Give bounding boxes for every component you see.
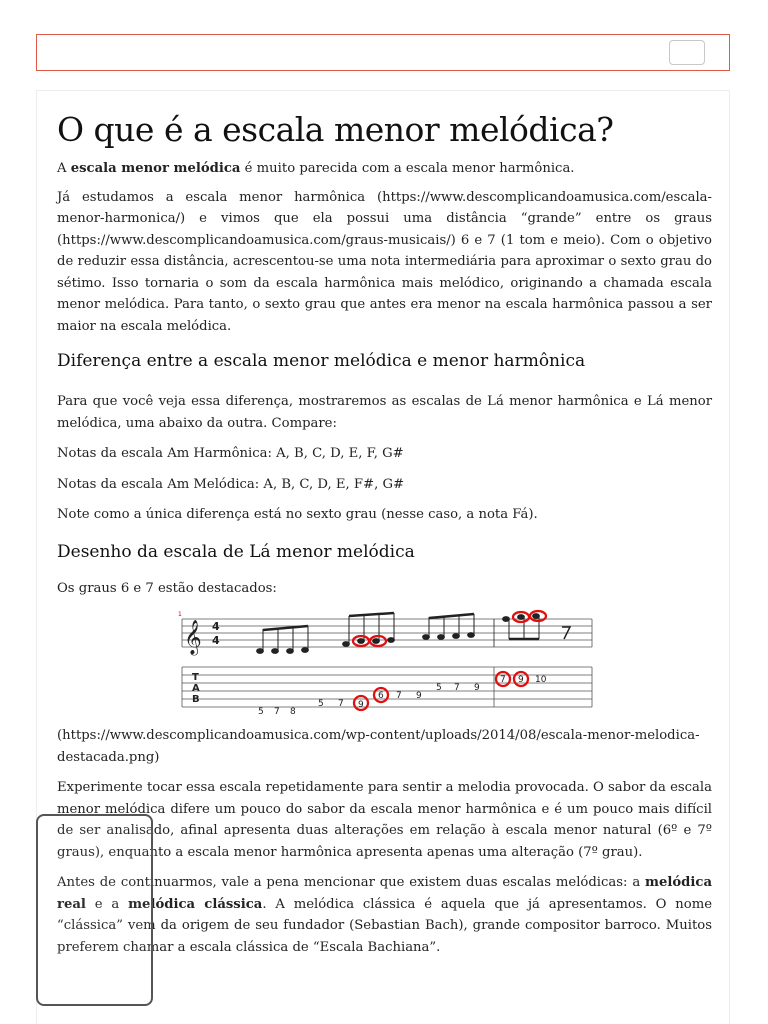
menu-button[interactable] [669, 40, 705, 65]
melodic-types-text: . A melódica clássica é aquela que já apresentamos. O nome “clássica” vem da origem de seu fundador (Sebastian Bach), grande compositor barroco. Muitos preferem chamar a escala clássica de “Escala Bachiana”. [57, 896, 713, 955]
fret-number: 9 [518, 675, 524, 685]
fret-number: 5 [318, 699, 324, 709]
intro-text-rest: é muito parecida com a escala menor harmônica. [240, 161, 575, 176]
top-bar [36, 34, 730, 71]
tab-lines [182, 667, 592, 707]
time-sig-top: 4 [212, 620, 220, 633]
paragraph-experiment: Experimente tocar essa escala repetidamente para sentir a melodia provocada. O sabor da escala menor melódica difere um pouco do sabor da escala menor harmônica e é um pouco mais difícil de ser analisado, afinal apresenta duas alterações em relação à escala menor natural (6º e 7º graus), enquanto a escala menor harmônica apresenta apenas uma alteração (7º grau). [57, 780, 712, 860]
melodic-types-text: Antes de continuarmos, vale a pena mencionar que existem duas escalas melódicas: a [57, 875, 646, 890]
paragraph-melodic-types [57, 872, 712, 958]
fret-numbers [258, 675, 547, 717]
bold-melodica-classica: melódica clássica [128, 896, 263, 912]
fret-number: 7 [396, 691, 402, 701]
tab-clef-t: T [192, 672, 199, 683]
tablature-svg [178, 609, 596, 717]
fret-number: 6 [378, 691, 384, 701]
paragraph-degrees: Os graus 6 e 7 estão destacados: [57, 580, 277, 596]
paragraph-harmonic-history: Já estudamos a escala menor harmônica (https://www.descomplicandoamusica.com/escala-menor-harmonica/) e vimos que ela possui uma distância “grande” entre os graus (https://www.descomplicandoamusica.com/graus-musicais/) 6 e 7 (1 tom e meio). Com o objetivo de reduzir essa distância, acrescentou-se uma nota intermediária para aproximar o sexto grau do sétimo. Isso tornaria o som da escala harmônica mais melódico, originando a chamada escala menor melódica. Para tanto, o sexto grau que antes era menor na escala harmônica passou a ser maior na escala melódica. [57, 189, 712, 334]
measure-number: 1 [178, 611, 182, 618]
fret-number: 9 [474, 683, 480, 693]
time-sig-bottom: 4 [212, 634, 220, 647]
fret-number: 9 [416, 691, 422, 701]
note-difference: Note como a única diferença está no sexto grau (nesse caso, a nota Fá). [57, 507, 538, 522]
treble-clef-icon: 𝄞 [184, 620, 202, 655]
intro-bold-term: escala menor melódica [70, 161, 241, 176]
fret-number: 7 [274, 707, 280, 717]
article-content [57, 91, 712, 958]
tab-clef-b: B [192, 694, 200, 705]
heading-difference: Diferença entre a escala menor melódica e menor harmônica [57, 351, 586, 371]
overlay-frame [36, 814, 153, 1006]
bold-melodica-real: melódica real [57, 875, 712, 912]
figure-link[interactable]: (https://www.descomplicandoamusica.com/wp-content/uploads/2014/08/escala-menor-melodica-destacada.png) [57, 728, 700, 765]
tab-clef-a: A [192, 683, 200, 694]
fret-number: 7 [454, 683, 460, 693]
melodic-types-text: e a [85, 896, 129, 912]
fret-number: 8 [290, 707, 296, 717]
fret-number: 10 [535, 675, 547, 685]
scale-figure[interactable] [178, 609, 596, 717]
fret-number: 5 [258, 707, 264, 717]
fret-number: 7 [338, 699, 344, 709]
notes-melodic: Notas da escala Am Melódica: A, B, C, D, E, F#, G# [57, 476, 405, 492]
notes-harmonic: Notas da escala Am Harmônica: A, B, C, D, E, F, G# [57, 446, 404, 461]
paragraph-difference: Para que você veja essa diferença, mostraremos as escalas de Lá menor harmônica e Lá menor melódica, uma abaixo da outra. Compare: [57, 394, 712, 431]
fret-number: 5 [436, 683, 442, 693]
intro-paragraph [57, 158, 712, 180]
staff-lines [182, 619, 592, 647]
page-title: O que é a escala menor melódica? [57, 110, 614, 149]
heading-scale-drawing: Desenho da escala de Lá menor melódica [57, 541, 415, 562]
intro-text: A [57, 161, 71, 176]
fret-number: 9 [358, 700, 364, 710]
fret-number: 7 [500, 675, 506, 685]
